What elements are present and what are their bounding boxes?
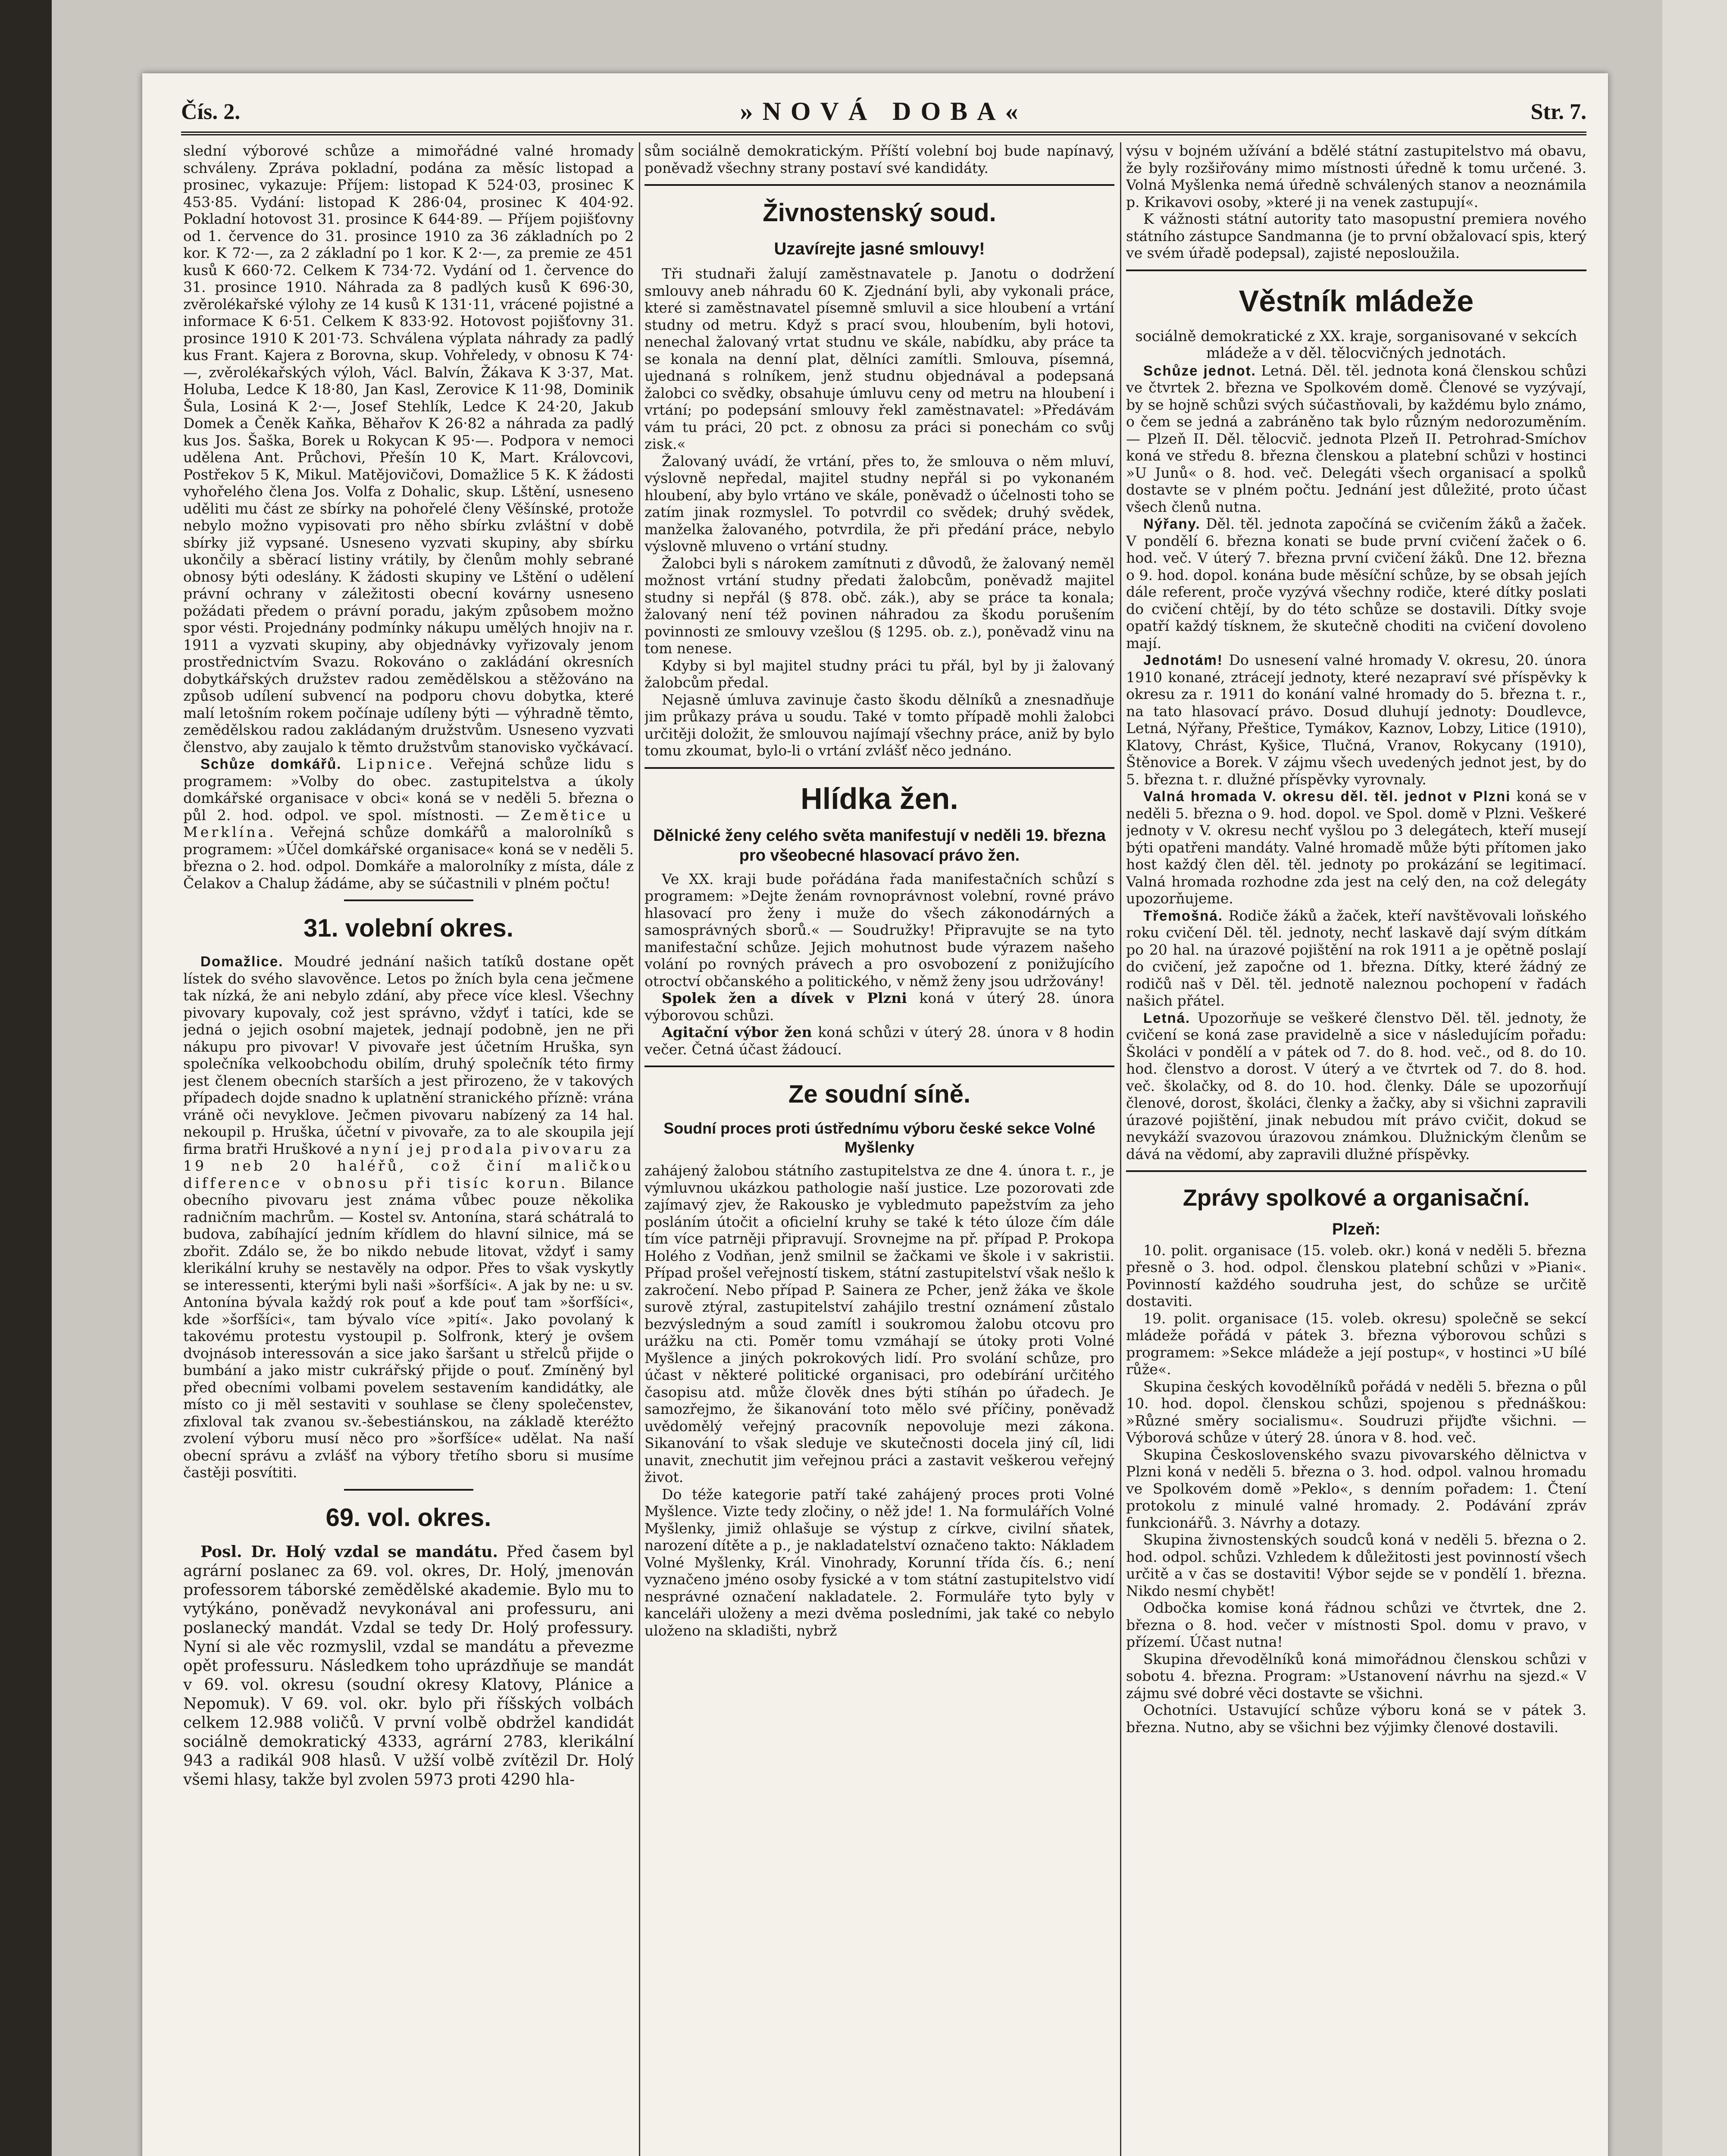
article-text: Děl. těl. jednota započíná se cvičením žáků a žaček. V pondělí 6. března konati se bude první cvičení žaček o 6. hod. več. V úterý 7. března první cvičení žáků. Dne 12. března o 9. hod. dopol. konána bude měsíční schůze, by se obsah jejích dále referent, proče vyzývá všechny rodiče, které dítky poslati do cvičení chtějí, by do této schůze se dostavili. Dítky svoje opatří každý tísknem, že skutečně choditi na cvičení dovoleno mají. (1126, 515, 1586, 652)
article-text: Nejasně úmluva zavinuje často škodu dělníků a znesnadňuje jim průkazy práva u soudu. Také v tomto případě mohli žalobci určitěji doložit, že smlouvou najímají všechny práce, aniž by bylo tomu zkoumat, bylo-li o vrtání zvlášť něco jednáno. (644, 691, 1114, 759)
place-name: Zemětice u Merklína. (183, 806, 634, 840)
left-scan-margin (0, 0, 52, 2156)
article-paragraph (1126, 362, 1586, 516)
article-text: koná v úterý 28. února výborovou schůzi. (644, 990, 1114, 1024)
article-text: Skupina Československého svazu pivovarského dělnictva v Plzni koná v neděli 5. března o 3. hod. odpol. valnou hromadu ve Spolkovém domě »Peklo«, s denním pořadem: 1. Čtení protokolu z minulé valné hromady. 2. Podávání zpráv funkcionářů. 3. Návrhy a dotazy. (1126, 1446, 1586, 1531)
article-text: slední výborové schůze a mimořádné valné hromady schváleny. Zpráva pokladní, podána za měsíc listopad a prosinec, vykazuje: Příjem: listopad K 524·03, prosinec K 453·85. Vydání: listopad K 286·04, prosinec K 404·92. Pokladní hotovost 31. prosince K 644·89. — Příjem pojišťovny od 1. července do 31. prosince 1910 za 36 základních po 2 kor. K 72·—, za 2 základní po 1 kor. K 2·—, za premie ze 451 kusů K 660·72. Celkem K 734·72. Vydání od 1. července do 31. prosince 1910. Náhrada za 8 padlých kusů K 696·30, zvěrolékařské výlohy ze 14 kusů K 131·11, vrácené pojistné a informace K 6·51. Celkem K 833·92. Hotovost pojišťovny 31. prosince 1910 K 201·73. Schválena výplata náhrady za padlý kus Frant. Kajera z Borovna, skup. Vohřeledy, v obnosu K 74·—, zvěrolékařských výloh, Václ. Balvín, Žákava K 3·37, Mat. Holuba, Ledce K 18·80, Jan Kasl, Zerovice K 11·98, Dominik Šula, Losiná K 2·—, Josef Stehlík, Ledce K 24·20, Jakub Domek a Čeněk Kaňka, Běhařov K 26·82 a náhrada za padlý kus Jos. Šaška, Borek u Rokycan K 95·—. Podpora v nemoci udělena Ant. Průchovi, Přešín 10 K, Mart. Královcovi, Postřekov 5 K, Mikul. Matějovičovi, Domažlice 5 K. K žádosti vyhořelého člena Jos. Volfa z Dohalic, skup. Lštění, usneseno uděliti mu část ze sbírky na pohořelé členy Věšínské, protože nebylo možno vypisovati pro něho sbírku zvláštní v době sbírky již vypsané. Usneseno vyzvati skupiny, aby sbírku ukončily a sběrací listiny vrátily, by členům mohly sebrané obnosy býti odeslány. K žádosti skupiny ve Lštění o udělení právní ochrany v záležitosti obecní kovárny usneseno požádati předem o právní poradu, jakým způsobem možno spor vésti. Projednány podmínky nákupu umělých hnojiv na r. 1911 a vyzvati skupiny, aby objednávky vyřizovaly jenom prostřednictvím Svazu. Rokováno o zakládání okresních dobytkářských družstev radou zemědělskou a stěžováno na způsob udílení subvencí na podporu chovu dobytka, které malí letošním rokem počínaje udíleny býti — výhradně těmto, zemědělskou radou zakládaným družstvům. Usneseno vyzvati členstvo, aby zaujalo k těmto družstvům stanovisko vyčkávací. (183, 142, 634, 755)
issue-number: Čís. 2. (181, 100, 241, 124)
section-divider (644, 184, 1114, 186)
article-paragraph (183, 953, 634, 1481)
section-divider (344, 1489, 473, 1491)
section-subheading: Uzavírejte jasné smlouvy! (774, 239, 985, 258)
article-text: K vážnosti státní autority tato masopustní premiera nového státního zástupce Sandmanna (je to první obžalovací spis, který ve svém úřadě podepsal), zajisté neposloužila. (1126, 210, 1586, 261)
page-header (181, 91, 1586, 132)
place-name: Lipnice. (357, 755, 435, 772)
article-text: Tři studnaři žalují zaměstnavatele p. Janotu o dodržení smlouvy aneb náhradu 60 K. Zjednání byli, aby vykonali práce, které si zaměstnavatel písemně smluvil a sice hloubení a vrtání studny od metru. Když s prací svou, hloubením, byli hotovi, nenechal žalovaný vrtat studnu ve skále, nabídku, aby práce ta se konala na denní plat, dělníci zamítli. Smlouva, písemná, ujednaná s rolníkem, jenž studnu objednával a podepsaná žalobci co svědky, obsahuje úmluvu ceny od metru na hloubení i vrtání; po podepsání smlouvy řekl zaměstnavatel: »Předávám vám tu práci, 20 pct. z obnosu za práci si ponechám co svůj zisk.« (644, 265, 1114, 452)
section-heading: 69. vol. okres. (325, 1503, 491, 1532)
section-subheading: sociálně demokratické z XX. kraje, sorganisované v sekcích mládeže a v děl. tělocvičných jednotách. (1135, 327, 1577, 362)
article-text: Upozorňuje se veškeré členstvo Děl. těl. jednoty, že cvičení se koná zase pravidelně a sice v následujícím pořadu: Školáci v pondělí a v pátek od 7. do 8. hod. več., od 8. do 10. hod. členstvo a dorost. V úterý a ve čtvrtek od 7. do 8. hod. več. školačky, od 8. do 10. hod. členky. Dále se upozorňují členové, dorost, školáci, členky a žačky, aby si všichni zapravili úrazové pojištění, jinak nebudou mít právo cvičit, dokud se nevykáží svazovou úrazovou známkou. Dlužnickým členům se dává na vědomí, aby zapravili dlužné příspěvky. (1126, 1009, 1586, 1163)
article-text: Veřejná schůze lidu s programem: »Volby do obec. zastupitelstva a úkoly domkářské organisace v obci« koná se v neděli 5. března o půl 2. hod. odpol. ve spol. místnosti. — (183, 755, 634, 824)
article-text: výsu v bojném užívání a bdělé státní zastupitelstvo má obavu, že byly rozšiřovány mimo místnosti úředně k tomu určené. 3. Volná Myšlenka nemá úředně schválených stanov a neoznámila p. Krikavovi osoby, »které ji na venek zastupují«. (1126, 142, 1586, 210)
article-text: Do usnesení valné hromady V. okresu, 20. února 1910 konané, ztrácejí jednoty, které nezapraví své příspěvky k okresu za r. 1911 do konání valné hromady do 5. března t. r., na tato hlasovací právo. Dosud dluhují jednoty: Doudlevce, Letná, Nýřany, Přeštice, Tymákov, Kaznov, Lobzy, Litice (1910), Klatovy, Chrást, Kyšice, Tlučná, Vranov, Rokycany (1910), Štěnovice a Borek. V zájmu všech uvedených jednot jest, by do 5. března t. r. dlužné příspěvky vyrovnaly. (1126, 652, 1586, 788)
article-text: koná schůzi v úterý 28. února v 8 hodin večer. Četná účast žádoucí. (644, 1024, 1114, 1058)
right-scan-margin (1662, 0, 1727, 2156)
section-divider (344, 899, 473, 901)
article-paragraph (644, 1024, 1114, 1058)
article-text: Letná. Děl. těl. jednota koná členskou schůzi ve čtvrtek 2. března ve Spolkovém domě. Členové se vyzývají, by se hojně schůzi svých súčastňovali, by každému bylo známo, o čem se jedná a zabráněno tak bylo různým nedorozuměním. — Plzeň II. Děl. tělocvič. jednota Plzeň II. Petrohrad-Smíchov koná ve středu 8. března členskou a platební schůzi v hostinci »U Junů« o 8. hod. več. Delegáti všech organisací a spolků dostavte se v plném počtu. Jednání jest důležité, proto účast všech členů nutna. (1126, 362, 1586, 515)
column-divider (1120, 142, 1121, 2156)
article-lead: Třemošná. (1143, 907, 1223, 924)
article-paragraph (1126, 1009, 1586, 1163)
emphasis-text: nyní jej prodala pivovaru za 19 neb 20 haléřů, což činí maličkou difference v obnosu při tisíc korun. (183, 1140, 634, 1191)
article-text: Rodiče žáků a žaček, kteří navštěvovali loňského roku cvičení Děl. těl. jednoty, nechť laskavě dají svým dítkám po 20 hal. na úrazové pojištění na rok 1911 a je opětně poslají do cvičení, jež započne od 1. března. Dítky, které žádný ze rodičů naš v Děl. těl. jednotě naleznou pochopení v řadách našich přátel. (1126, 907, 1586, 1009)
article-text: Ve XX. kraji bude pořádána řada manifestačních schůzí s programem: »Dejte ženám rovnoprávnost volební, rovné právo hlasovací pro ženy i muže do všech zákonodárných a samosprávných sborů.« — Soudružky! Připravujte se na tyto manifestační schůze. Jejich mohutnost bude výrazem našeho volání po rovných právech a pro osvobození z ponižujícího otroctví občanského a politického, v němž ženy jsou udržovány! (644, 870, 1114, 990)
article-lead: Schůze jednot. (1143, 362, 1256, 379)
article-lead: Valná hromada V. okresu děl. těl. jednot v Plzni (1143, 788, 1511, 804)
article-text: Veřejná schůze domkářů a malorolníků s programem: »Účel domkářské organisace« koná se v neděli 5. března o 2. hod. odpol. Domkáře a malorolníky z místa, dále z Čelakov a Chalup žádáme, aby se súčastnili v plném počtu! (183, 824, 634, 892)
article-lead: Jednotám! (1143, 652, 1223, 668)
article-lead: Schůze domkářů. (200, 756, 342, 772)
article-paragraph (183, 1542, 634, 1789)
page-number: Str. 7. (1530, 100, 1586, 124)
section-heading: Věstník mládeže (1239, 284, 1474, 318)
section-divider (644, 767, 1114, 769)
column-3 (1126, 142, 1586, 2156)
article-title: Posl. Dr. Holý vzdal se mandátu. (200, 1542, 498, 1561)
article-text: Ochotníci. Ustavující schůze výboru koná se v pátek 3. března. Nutno, aby se všichni bez výjimky členové dostavili. (1126, 1702, 1586, 1736)
article-paragraph (1126, 788, 1586, 907)
section-subheading: Plzeň: (1332, 1220, 1380, 1238)
article-text: zahájený žalobou státního zastupitelstva ze dne 4. února t. r., je výmluvnou ukázkou pathologie naší justice. Lze pozorovati zde zajímavý zjev, že Rakousko je vybledmuto papežstvím za jeho posláním útočit a oficielní kruhy se také k této úloze čím dále tím více patrněji připravují. Srovnejme na př. případ P. Prokopa Holého z Vodňan, jenž smilnil se žačkami ve škole i v sakristii. Případ prošel veřejností tiskem, státní zastupitelství však nešlo k zakročení. Nebo případ P. Sainera ze Pcher, jenž žáka ve škole surově ztýral, zastupitelství zahájilo trestní oznámení zůstalo bezvýsledným a soud zamítl i soukromou žalobu otcovu pro urážku na cti. Poměr tomu vzmáhají se útoky proti Volné Myšlence a jiných pokrokových lidí. Pro svolání schůze, pro účast v některé politické organisaci, pro odebírání určitého časopisu atd. může člověk dnes býti stíhán po úřadech. Je samozřejmo, že šikanování toto mělo své příčiny, poněvadž uvědomělý veřejný pracovník nepovoluje mezi zákona. Sikanování to však sleduje ve skutečnosti docela jiný cíl, lidi unavit, znechutit jim veřejnou práci a zastavit veškerou veřejný život. (644, 1162, 1114, 1485)
column-1 (183, 142, 634, 2156)
article-text: Žalobci byli s nárokem zamítnuti z důvodů, že žalovaný neměl možnost vrtání studny předati žalobcům, poněvadž majitel studny si nepřál (§ 878. obč. zák.), aby se práce ta konala; žalovaný není též povinen náhradou za škodu porušením povinnosti ze smlouvy vzešlou (§ 1295. ob. z.), poněvadž vinu na tom nenese. (644, 555, 1114, 657)
section-heading: Ze soudní síně. (788, 1080, 971, 1108)
article-lead: Nýřany. (1143, 516, 1201, 532)
section-heading: Živnostenský soud. (763, 199, 996, 227)
section-heading: 31. volební okres. (303, 914, 513, 942)
section-subheading: Soudní proces proti ústřednímu výboru české sekce Volné Myšlenky (663, 1119, 1095, 1156)
article-text: Do téže kategorie patří také zahájený proces proti Volné Myšlence. Vizte tedy zločiny, o něž jde! 1. Na formulářích Volné Myšlenky, jimiž ohlašuje se výstup z církve, civilní sňatek, narození dítěte a p., je nakladatelství označeno takto: Nákladem Volné Myšlenky, Král. Vinohrady, Korunní třída čís. 6.; není vyznačeno jméno osoby fysické a v tom státní zastupitelstvo vidí nesprávné označení nakladatele. 2. Formuláře tyto byly v kanceláři uloženy a mezi dvěma posledními, jak také co nebylo uloženo na skladišti, nybrž (644, 1485, 1114, 1639)
article-text: sům sociálně demokratickým. Příští volební boj bude napínavý, poněvadž všechny strany postaví své kandidáty. (644, 142, 1114, 176)
article-text: Žalovaný uvádí, že vrtání, přes to, že smlouva o něm mluví, výslovně nepředal, majitel studny nepřál si po vykonaném hloubení, aby bylo vrtáno ve skále, poněvadž o účelnosti toho se zatím jinak rozmyslel. To potvrdil co svědek; druhý svědek, manželka žalovaného, potvrdila, že při předání práce, nebylo výslovně mluveno o vrtání studny. (644, 452, 1114, 555)
article-paragraph (1126, 907, 1586, 1009)
section-divider (644, 1065, 1114, 1067)
article-text: 19. polit. organisace (15. voleb. okresu) společně se sekcí mládeže pořádá v pátek 3. března výborovou schůzi s programem: »Sekce mládeže a její postup«, v hostinci »U bílé růže«. (1126, 1310, 1586, 1378)
article-text: Skupina živnostenských soudců koná v neděli 5. března o 2. hod. odpol. schůzi. Vzhledem k důležitosti jest povinností všech určitě a v čas se dostaviti! Výbor sejde se v pondělí 1. března. Nikdo nesmí chybět! (1126, 1531, 1586, 1599)
article-text: Moudré jednání našich tatíků dostane opět lístek do svého slavověnce. Letos po žních byla cena ječmene tak nízká, že ani nebylo zdání, aby přece více klesl. Všechny pivovary kupovaly, což jest správno, vždyť i tatíci, kde se jedná o jejich osobní majetek, jednají podobně, jen ne při nákupu pro pivovar! V pivovaře jest účetním Hruška, syn společníka velkoobchodu obilím, druhý společník této firmy jest členem obecních starších a jest přirozeno, že v takových případech dojde snadno k uplatnění stranického přízně: vrána vráně oči nevyklove. Ječmen pivovaru nabízený za 14 hal. nekoupil p. Hruška, účetní v pivovaře, za to ale skoupila její firma bratři Hruškové a (183, 953, 634, 1157)
article-paragraph (183, 755, 634, 892)
article-paragraph (1126, 515, 1586, 652)
article-lead: Letná. (1143, 1009, 1191, 1026)
article-text: koná se v neděli 5. března o 9. hod. dopol. ve Spol. domě v Plzni. Veškeré jednoty v V. okresu nechť vyšlou po 3 delegátech, kteří musejí býti opatřeni mandáty. Valné hromadě může býti přítomen jako host každý člen děl. těl. jednoty po prokázání se legitimací. Valná hromada rozhodne zda jest na celý den, na což delegáty upozorňujeme. (1126, 788, 1586, 907)
column-divider (639, 142, 640, 2156)
newspaper-title: »NOVÁ DOBA« (740, 97, 1028, 125)
article-paragraph (1126, 652, 1586, 788)
article-title: Agitační výbor žen (662, 1024, 812, 1040)
section-divider (1126, 1170, 1586, 1172)
section-heading: Zprávy spolkové a organisační. (1183, 1185, 1530, 1211)
section-heading: Hlídka žen. (801, 781, 958, 815)
article-text: 10. polit. organisace (15. voleb. okr.) koná v neděli 5. března přesně o 3. hod. odpol. členskou platební schůzi v »Piani«. Povinností každého soudruha jest, do schůze se určitě dostaviti. (1126, 1241, 1586, 1310)
section-divider (1126, 270, 1586, 271)
article-text: Odbočka komise koná řádnou schůzi ve čtvrtek, dne 2. března o 8. hod. večer v místnosti Spol. domu v pravo, v přízemí. Účast nutna! (1126, 1599, 1586, 1650)
section-subheading: Dělnické ženy celého světa manifestují v neděli 19. března pro všeobecné hlasovací právo žen. (653, 826, 1106, 865)
article-paragraph (644, 990, 1114, 1024)
article-text: Bilance obecního pivovaru jest známa vůbec pouze několika radničním machrům. — Kostel sv. Antonína, stará schátralá to budova, zabíhající jedním křídlem do hlavní silnice, má se zbořit. Zdálo se, že bo nikdo nebude litovat, vždyť i samy klerikální kruhy se nestavěly na odpor. Přes to však vyskytly se interessenti, kterými byli naši »šorfšíci«. A jak by ne: u sv. Antonína bývala každý rok pouť a kde pouť tam »šorfšíci«, kde »šorfšíci«, tam bývalo více »pití«. Jako povolaný k takovému protestu vystoupil p. Solfronk, který je ovšem dvojnásob interessován a sice jako šaršant u střelců přijde o bumbání a jako mistr cukrářský přijde o pouť. Zmíněný byl před obecními volbami povelem sestavením kandidátky, ale místo co ji měl sestaviti v souhlase se členy společenstev, zfixloval tak zvanou sv.-šebestiánskou, na základě kteréžto zvolení výboru musí něco pro »šorfšíce« udělat. Na naší obecní správu a zvlášť na výbory třetího sboru si musíme častěji posvítiti. (183, 1174, 634, 1481)
article-text: Skupina dřevodělníků koná mimořádnou členskou schůzi v sobotu 4. března. Program: »Ustanovení návrhu na sjezd.« V zájmu své dobré věci dostavte se všichni. (1126, 1650, 1586, 1702)
header-rule (181, 132, 1586, 135)
article-title: Spolek žen a dívek v Plzni (662, 990, 907, 1006)
article-lead: Domažlice. (200, 953, 284, 969)
column-2 (644, 142, 1114, 2156)
article-text: Před časem byl agrární poslanec za 69. vol. okres, Dr. Holý, jmenován professorem táborské zemědělské akademie. Bylo mu to vytýkáno, poněvadž nevykonával ani professuru, ani poslanecký mandát. Vzdal se tedy Dr. Holý professury. Nyní si ale věc rozmyslil, vzdal se mandátu a převezme opět professuru. Následkem toho uprázdňuje se mandát v 69. vol. okresu (soudní okresy Klatovy, Plánice a Nepomuk). V 69. vol. okr. bylo při říšských volbách celkem 12.988 voličů. V první volbě obdržel kandidát sociálně demokratický 4333, agrární 2783, klerikální 943 a radikál 908 hlasů. V užší volbě zvítězil Dr. Holý všemi hlasy, takže byl zvolen 5973 proti 4290 hla- (183, 1543, 634, 1789)
article-text: Kdyby si byl majitel studny práci tu přál, byl by ji žalovaný žalobcům předal. (644, 657, 1114, 691)
article-text: Skupina českých kovodělníků pořádá v neděli 5. března o půl 10. hod. dopol. členskou schůzi, spojenou s přednáškou: »Různé směry socialismu«. Soudruzi přijďte všichni. — Výborová schůze v úterý 28. února v 8. hod. več. (1126, 1378, 1586, 1446)
